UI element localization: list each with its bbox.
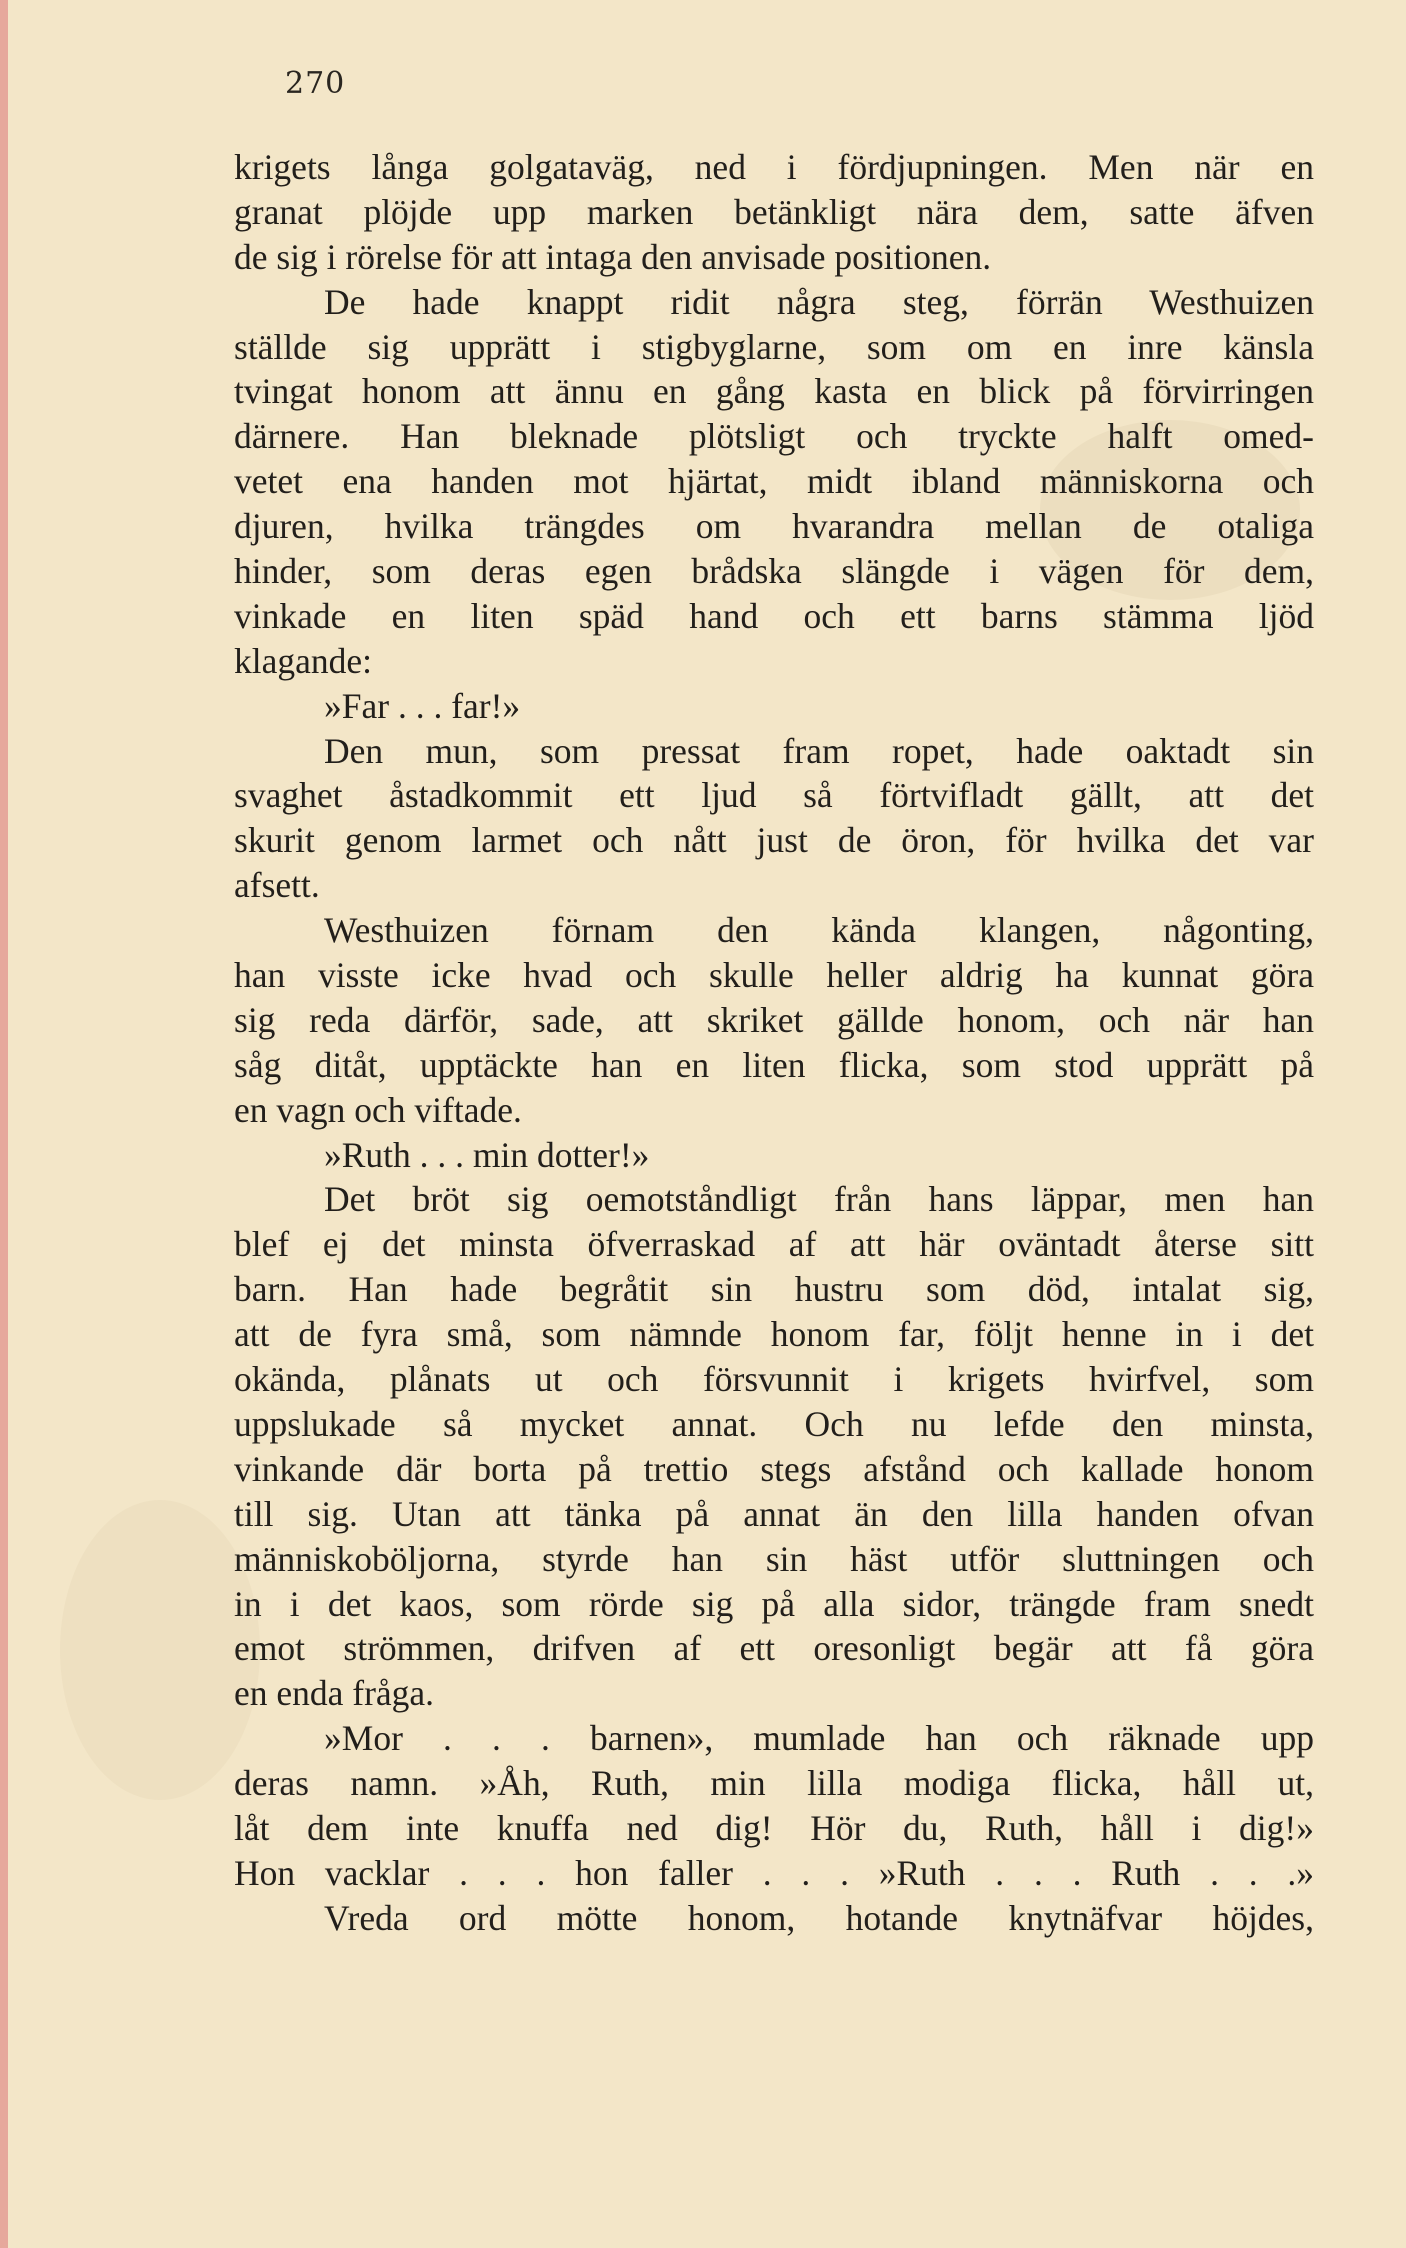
text-line: vetet ena handen mot hjärtat, midt ibland människorna och — [234, 461, 1314, 502]
text-line: Den mun, som pressat fram ropet, hade oaktadt sin — [324, 730, 1314, 771]
page-number: 270 — [285, 66, 346, 101]
text-line: tvingat honom att ännu en gång kasta en blick på förvirringen — [234, 371, 1314, 412]
text-line: låt dem inte knuffa ned dig! Hör du, Ruth, håll i dig!» — [234, 1807, 1314, 1848]
text-line: okända, plånats ut och försvunnit i krigets hvirfvel, som — [234, 1359, 1314, 1400]
text-line: människoböljorna, styrde han sin häst utför sluttningen och — [234, 1538, 1314, 1579]
text-line: Vreda ord mötte honom, hotande knytnäfvar höjdes, — [324, 1897, 1314, 1938]
text-line: sig reda därför, sade, att skriket gällde honom, och när han — [234, 999, 1314, 1040]
text-line: vinkande där borta på trettio stegs afstånd och kallade honom — [234, 1448, 1314, 1489]
text-line: svaghet åstadkommit ett ljud så förtvifladt gällt, att det — [234, 775, 1314, 816]
text-line: »Ruth . . . min dotter!» — [324, 1134, 650, 1175]
page-edge — [0, 0, 8, 2248]
text-line: att de fyra små, som nämnde honom far, följt henne in i det — [234, 1314, 1314, 1355]
text-line: till sig. Utan att tänka på annat än den lilla handen ofvan — [234, 1493, 1314, 1534]
text-line: en enda fråga. — [234, 1673, 435, 1714]
text-line: krigets långa golgataväg, ned i fördjupningen. Men när en — [234, 147, 1314, 187]
text-line: »Far . . . far!» — [324, 685, 521, 726]
text-line: De hade knappt ridit några steg, förrän Westhuizen — [324, 281, 1314, 322]
text-line: granat plöjde upp marken betänkligt nära dem, satte äfven — [234, 191, 1314, 232]
text-line: klagande: — [234, 640, 372, 681]
text-line: deras namn. »Åh, Ruth, min lilla modiga flicka, håll ut, — [234, 1763, 1314, 1804]
text-line: skurit genom larmet och nått just de öron, för hvilka det var — [234, 820, 1314, 861]
text-line: ställde sig upprätt i stigbyglarne, som om en inre känsla — [234, 326, 1314, 367]
text-line: Det bröt sig oemotståndligt från hans läppar, men han — [324, 1179, 1314, 1220]
text-line: hinder, som deras egen brådska slängde i vägen för dem, — [234, 551, 1314, 592]
body-text — [234, 145, 1314, 1941]
text-line: djuren, hvilka trängdes om hvarandra mellan de otaliga — [234, 506, 1314, 547]
text-line: vinkade en liten späd hand och ett barns stämma ljöd — [234, 595, 1314, 636]
text-line: Westhuizen förnam den kända klangen, någonting, — [324, 910, 1314, 951]
text-line: emot strömmen, drifven af ett oresonligt begär att få göra — [234, 1628, 1314, 1669]
text-line: en vagn och viftade. — [234, 1089, 522, 1130]
text-line: såg ditåt, upptäckte han en liten flicka, som stod upprätt på — [234, 1044, 1314, 1085]
text-line: han visste icke hvad och skulle heller aldrig ha kunnat göra — [234, 955, 1314, 996]
text-line: afsett. — [234, 865, 320, 906]
text-line: uppslukade så mycket annat. Och nu lefde den minsta, — [234, 1403, 1314, 1444]
paper-stain — [60, 1500, 260, 1800]
text-line: blef ej det minsta öfverraskad af att här oväntadt återse sitt — [234, 1224, 1314, 1265]
text-line: in i det kaos, som rörde sig på alla sidor, trängde fram snedt — [234, 1583, 1314, 1624]
text-line: Hon vacklar . . . hon faller . . . »Ruth . . . Ruth . . .» — [234, 1852, 1314, 1893]
text-line: därnere. Han bleknade plötsligt och tryckte halft omed- — [234, 416, 1314, 457]
text-line: de sig i rörelse för att intaga den anvisade positionen. — [234, 236, 992, 277]
text-line: barn. Han hade begråtit sin hustru som död, intalat sig, — [234, 1269, 1314, 1310]
text-line: »Mor . . . barnen», mumlade han och räknade upp — [324, 1718, 1314, 1759]
